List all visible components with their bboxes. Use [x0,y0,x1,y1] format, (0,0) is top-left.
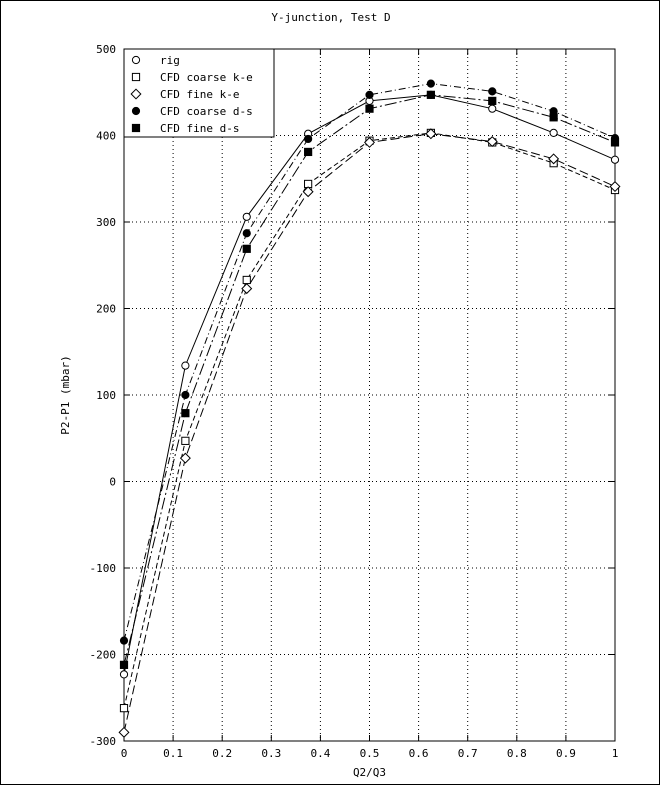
x-tick-label: 0.1 [163,747,184,760]
marker-square-filled [611,139,618,146]
legend-label: rig [160,54,180,67]
y-tick-label: 400 [96,129,116,143]
y-axis-label: P2-P1 (mbar) [59,355,72,435]
marker-circle-filled [132,107,139,114]
y-tick-label: 0 [109,475,116,489]
y-tick-label: 100 [96,389,116,402]
marker-square-filled [366,105,373,112]
legend-label: CFD fine k-e [160,88,240,101]
marker-square-filled [120,661,127,668]
marker-square-filled [550,114,557,121]
y-tick-label: -200 [89,648,116,662]
x-tick-label: 0.6 [408,747,429,760]
marker-circle-filled [366,91,373,98]
series-cfd-coarse-k-e [120,129,618,711]
marker-diamond-open [119,728,129,738]
marker-circle-filled [305,135,312,142]
marker-square-filled [243,245,250,252]
marker-square-open [243,276,250,283]
marker-square-filled [182,410,189,417]
marker-circle-filled [243,230,250,237]
marker-diamond-open [242,284,252,294]
chart-title: Y-junction, Test D [271,11,391,24]
x-tick-label: 0.2 [212,747,233,760]
marker-square-filled [305,148,312,155]
marker-square-open [182,437,189,444]
x-tick-label: 0.3 [261,747,282,760]
y-tick-label: 200 [96,302,116,316]
y-tick-label: 500 [96,43,116,56]
x-tick-label: 0.8 [506,747,527,760]
marker-square-filled [427,91,434,98]
marker-square-open [132,73,139,80]
marker-circle-open [489,105,496,112]
x-axis-label: Q2/Q3 [352,766,387,779]
marker-circle-filled [120,637,127,644]
grid [124,49,615,741]
chart [1,1,660,786]
x-tick-label: 0 [120,747,128,760]
marker-circle-open [182,362,189,369]
x-tick-label: 0.7 [457,747,478,760]
y-tick-label: 300 [96,216,116,229]
axis-ticks [90,43,619,760]
marker-circle-open [243,213,250,220]
marker-circle-open [550,129,557,136]
x-tick-label: 0.9 [555,747,576,760]
series-cfd-coarse-d-s [120,80,618,644]
marker-circle-open [611,156,618,163]
legend [124,49,274,137]
marker-circle-open [120,671,127,678]
series-group [119,80,620,737]
legend-label: CFD fine d-s [160,122,240,135]
x-tick-label: 1 [611,747,619,760]
x-tick-label: 0.5 [359,747,380,760]
series-line [124,95,615,665]
y-tick-label: -100 [89,562,116,575]
marker-square-filled [132,124,139,131]
marker-circle-filled [427,80,434,87]
x-tick-label: 0.4 [310,747,331,760]
y-tick-label: -300 [89,735,116,748]
marker-circle-filled [489,88,496,95]
legend-label: CFD coarse d-s [160,105,253,118]
marker-circle-open [132,56,139,63]
marker-square-open [120,705,127,712]
marker-circle-filled [182,391,189,398]
marker-square-filled [489,97,496,104]
legend-label: CFD coarse k-e [160,71,253,84]
